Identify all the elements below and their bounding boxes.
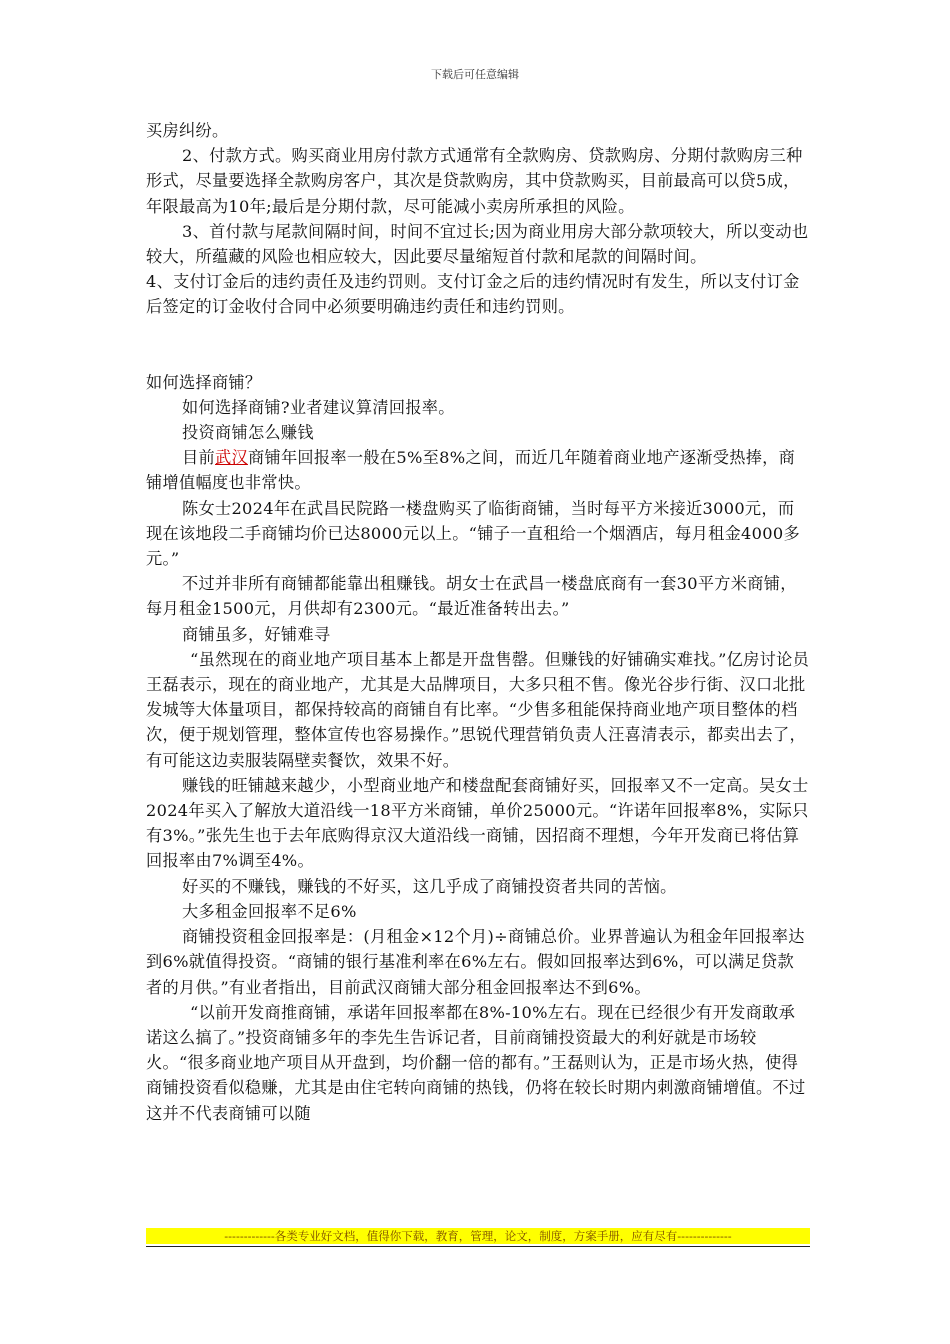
subheading: 投资商铺怎么赚钱 <box>182 423 314 443</box>
paragraph-text: 目前 <box>182 448 215 468</box>
paragraph <box>146 445 810 495</box>
paragraph: 3、首付款与尾款间隔时间，时间不宜过长;因为商业用房大部分款项较大，所以变动也较大，所蕴藏的风险也相应较大，因此要尽量缩短首付款和尾款的间隔时间。 <box>146 221 809 267</box>
spacer <box>146 320 810 370</box>
paragraph: “以前开发商推商铺，承诺年回报率都在8%-10%左右。现在已经很少有开发商敢承诺这么搞了。”投资商铺多年的李先生告诉记者，目前商铺投资最大的利好就是市场较火。“很多商业地产项目从开盘到，均价翻一倍的都有。”王磊则认为，正是市场火热，使得商铺投资看似稳赚，尤其是由住宅转向商铺的热钱，仍将在较长时期内刺激商铺增值。不过这并不代表商铺可以随 <box>146 1002 806 1123</box>
document-body <box>146 118 810 1126</box>
subheading: 大多租金回报率不足6% <box>182 901 357 921</box>
footer-divider <box>146 1246 810 1247</box>
paragraph: 好买的不赚钱，赚钱的不好买，这几乎成了商铺投资者共同的苦恼。 <box>182 876 677 896</box>
paragraph: 不过并非所有商铺都能靠出租赚钱。胡女士在武昌一楼盘底商有一套30平方米商铺，每月租金1500元，月供却有2300元。“最近准备转出去。” <box>146 574 797 619</box>
section-heading: 如何选择商铺？ <box>146 372 262 392</box>
subheading: 商铺虽多，好铺难寻 <box>182 624 331 644</box>
paragraph: 陈女士2024年在武昌民院路一楼盘购买了临街商铺，当时每平方米接近3000元，而现在该地段二手商铺均价已达8000元以上。“铺子一直租给一个烟酒店，每月租金4000多元。” <box>146 498 800 569</box>
paragraph: 2、付款方式。购买商业用房付款方式通常有全款购房、贷款购房、分期付款购房三种形式，尽量要选择全款购房客户，其次是贷款购房，其中贷款购买，目前最高可以贷5成，年限最高为10年;最后是分期付款，尽可能减小卖房所承担的风险。 <box>146 146 803 216</box>
paragraph: 4、支付订金后的违约责任及违约罚则。支付订金之后的违约情况时有发生，所以支付订金后签定的订金收付合同中必须要明确违约责任和违约罚则。 <box>146 272 800 317</box>
subtitle: 如何选择商铺?业者建议算清回报率。 <box>182 397 455 417</box>
paragraph: 赚钱的旺铺越来越少，小型商业地产和楼盘配套商铺好买，回报率又不一定高。吴女士2024年买入了解放大道沿线一18平方米商铺，单价25000元。“许诺年回报率8%，实际只有3%。”张先生也于去年底购得京汉大道沿线一商铺，因招商不理想，今年开发商已将估算回报率由7%调至4%。 <box>146 775 809 871</box>
paragraph: “虽然现在的商业地产项目基本上都是开盘售罄。但赚钱的好铺确实难找。”亿房讨论员王磊表示，现在的商业地产，尤其是大品牌项目，大多只租不售。像光谷步行街、汉口北批发城等大体量项目，都保持较高的商铺自有比率。“少售多租能保持商业地产项目整体的档次，便于规划管理，整体宣传也容易操作。”思锐代理营销负责人汪喜清表示，都卖出去了，有可能这边卖服装隔壁卖餐饮，效果不好。 <box>146 649 810 770</box>
footer-banner: -------------各类专业好文档，值得你下载，教育，管理，论文，制度，方案手册，应有尽有-------------- <box>146 1228 810 1244</box>
paragraph: 买房纠纷。 <box>146 121 229 140</box>
paragraph: 商铺投资租金回报率是：(月租金×12个月)÷商铺总价。业界普遍认为租金年回报率达到6%就值得投资。“商铺的银行基准利率在6%左右。假如回报率达到6%，可以满足贷款者的月供。”有业者指出，目前武汉商铺大部分租金回报率达不到6%。 <box>146 927 805 997</box>
page-header: 下载后可任意编辑 <box>431 68 519 81</box>
wuhan-link[interactable]: 武汉 <box>214 448 248 468</box>
paragraph-text: 商铺年回报率一般在5%至8%之间，而近几年随着商业地产逐渐受热捧，商铺增值幅度也非常快。 <box>146 448 796 493</box>
